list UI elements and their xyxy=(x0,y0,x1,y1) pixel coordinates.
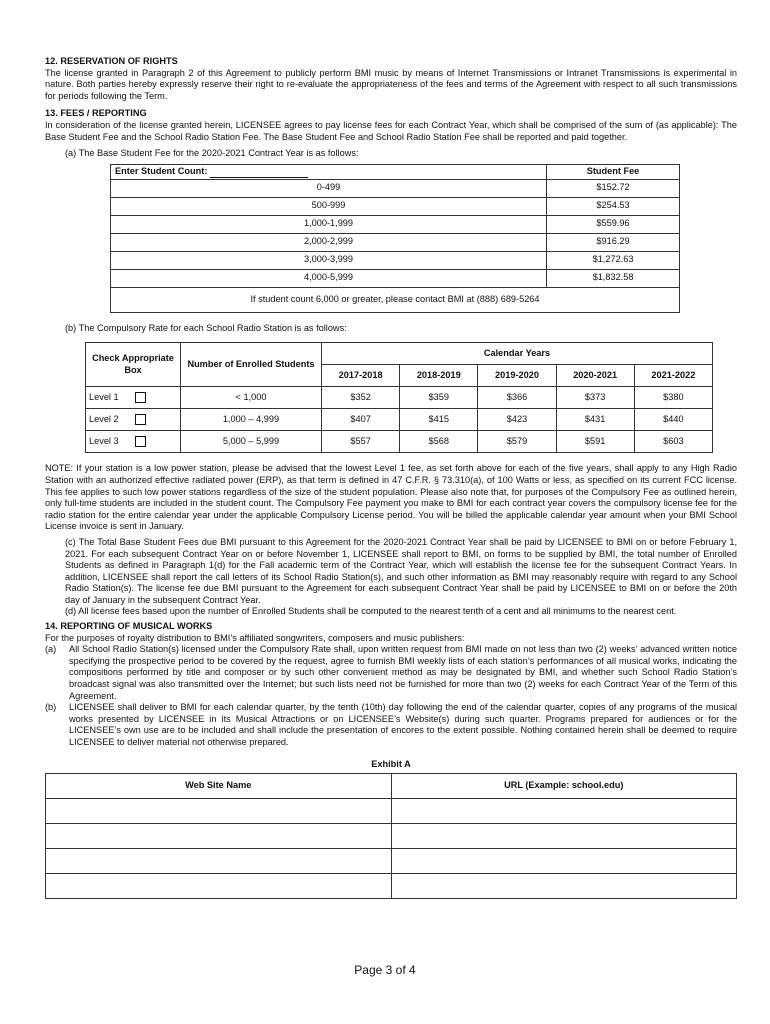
base-fee-intro: (a) The Base Student Fee for the 2020-2021 Contract Year is as follows: xyxy=(65,148,359,159)
year-header: 2019-2020 xyxy=(478,365,556,387)
year-header: 2018-2019 xyxy=(400,365,478,387)
item-marker: (a) xyxy=(45,644,57,655)
level-label: Level 1 xyxy=(89,392,119,403)
rate-fee: $366 xyxy=(478,387,556,409)
student-count-range: 0-499 xyxy=(111,179,547,197)
compulsory-rate-table xyxy=(85,342,713,453)
web-site-name-header: Web Site Name xyxy=(46,774,392,799)
website-table xyxy=(45,773,737,899)
enrolled-range: 1,000 – 4,999 xyxy=(181,409,322,431)
level-cell xyxy=(86,387,181,409)
enrolled-range: < 1,000 xyxy=(181,387,322,409)
base-fee-row xyxy=(111,269,680,287)
level-cell xyxy=(86,409,181,431)
student-fee-header: Student Fee xyxy=(547,164,680,179)
student-count-header: Enter Student Count: xyxy=(111,164,547,179)
web-site-name-cell[interactable] xyxy=(46,799,392,824)
section-14-heading: 14. REPORTING OF MUSICAL WORKS xyxy=(45,621,213,632)
year-header: 2020-2021 xyxy=(556,365,634,387)
base-fee-row xyxy=(111,233,680,251)
rate-fee: $431 xyxy=(556,409,634,431)
url-cell[interactable] xyxy=(391,849,737,874)
rate-fee: $557 xyxy=(322,431,400,453)
rate-row xyxy=(86,409,713,431)
section-14 xyxy=(45,621,737,749)
rate-fee: $407 xyxy=(322,409,400,431)
level-checkbox[interactable] xyxy=(135,436,146,447)
level-checkbox[interactable] xyxy=(135,414,146,425)
rate-fee: $568 xyxy=(400,431,478,453)
website-row xyxy=(46,799,737,824)
student-fee-value: $152.72 xyxy=(547,179,680,197)
student-fee-value: $916.29 xyxy=(547,233,680,251)
base-student-fee-table xyxy=(110,164,680,313)
url-cell[interactable] xyxy=(391,824,737,849)
rate-fee: $423 xyxy=(478,409,556,431)
url-header: URL (Example: school.edu) xyxy=(391,774,737,799)
website-row xyxy=(46,849,737,874)
level-checkbox[interactable] xyxy=(135,392,146,403)
section-14-intro: For the purposes of royalty distribution to BMI’s affiliated songwriters, composers and music publishers: xyxy=(45,632,465,643)
student-count-range: 500-999 xyxy=(111,197,547,215)
student-fee-value: $1,832.58 xyxy=(547,269,680,287)
level-cell xyxy=(86,431,181,453)
exhibit-a xyxy=(45,759,737,900)
check-box-header: Check Appropriate Box xyxy=(86,343,181,387)
calendar-years-header: Calendar Years xyxy=(322,343,713,365)
base-table-footer: If student count 6,000 or greater, please contact BMI at (888) 689-5264 xyxy=(111,287,680,312)
rate-row xyxy=(86,431,713,453)
rate-fee: $415 xyxy=(400,409,478,431)
student-fee-value: $254.53 xyxy=(547,197,680,215)
enrolled-students-header: Number of Enrolled Students xyxy=(181,343,322,387)
web-site-name-cell[interactable] xyxy=(46,824,392,849)
student-count-range: 1,000-1,999 xyxy=(111,215,547,233)
rate-fee: $591 xyxy=(556,431,634,453)
year-header: 2021-2022 xyxy=(634,365,712,387)
section-12-heading: 12. RESERVATION OF RIGHTS xyxy=(45,56,178,66)
student-count-input[interactable] xyxy=(210,167,308,178)
base-fee-row xyxy=(111,197,680,215)
website-row xyxy=(46,874,737,899)
section-13 xyxy=(45,108,737,618)
base-fee-row xyxy=(111,215,680,233)
section-13-heading: 13. FEES / REPORTING xyxy=(45,108,147,119)
enrolled-range: 5,000 – 5,999 xyxy=(181,431,322,453)
url-cell[interactable] xyxy=(391,874,737,899)
section-12 xyxy=(45,56,737,102)
paragraph-d: (d) All license fees based upon the number of Enrolled Students shall be computed to the nearest tenth of a cent and all minimums to the nearest cent. xyxy=(65,606,677,617)
page-number: Page 3 of 4 xyxy=(354,963,416,977)
web-site-name-cell[interactable] xyxy=(46,849,392,874)
url-cell[interactable] xyxy=(391,799,737,824)
item-marker: (b) xyxy=(45,702,57,713)
level-label: Level 2 xyxy=(89,414,119,425)
student-fee-value: $559.96 xyxy=(547,215,680,233)
item-text: LICENSEE shall deliver to BMI for each calendar quarter, by the tenth (10th) day following the end of the calendar quarter, copies of any programs of the musical works presented by LICENSEE in its Musical Attractions or on LICENSEE’s Website(s) during such quarter. Programs prepared for audiences or for the LICENSEE’s own use are to be included and shall include the presentation of encores to the extent possible. Nothing contained herein shall be deemed to require LICENSEE to deliver material not otherwise prepared. xyxy=(69,702,737,747)
reporting-item xyxy=(45,644,737,702)
rate-row xyxy=(86,387,713,409)
student-count-range: 4,000-5,999 xyxy=(111,269,547,287)
rate-fee: $352 xyxy=(322,387,400,409)
document-page xyxy=(45,56,737,899)
rate-fee: $359 xyxy=(400,387,478,409)
rate-fee: $440 xyxy=(634,409,712,431)
rate-fee: $380 xyxy=(634,387,712,409)
web-site-name-cell[interactable] xyxy=(46,874,392,899)
student-count-range: 3,000-3,999 xyxy=(111,251,547,269)
reporting-item xyxy=(45,702,737,748)
base-fee-row xyxy=(111,179,680,197)
student-fee-value: $1,272.63 xyxy=(547,251,680,269)
section-13-body: In consideration of the license granted herein, LICENSEE agrees to pay license fees for each Contract Year, which shall be comprised of the sum of (as applicable): The Base Student Fee and the School Radio Station Fee. The Base Student Fee and School Radio Station Fee shall be reported and paid together. xyxy=(45,119,737,142)
rate-fee: $373 xyxy=(556,387,634,409)
low-power-note: NOTE: If your station is a low power station, please be advised that the lowest Level 1 fee, as set forth above for each of the five years, shall apply to any High Radio Station with an authorized effective radiated power (ERP), as that term is defined in 47 C.F.R. § 73.310(a), of 100 Watts or less, as specified on its current FCC license. This fee applies to such low power stations regardless of the size of the student population. Please also note that, for purposes of the Compulsory Fee as outlined herein, only full-time students are included in the student count. The Compulsory Fee payment you make to BMI for each contract year covers the compulsory license fee for the radio station for the entire calendar year under the applicable Compulsory License period. You will be billed the applicable calendar year amount when your BMI School License invoice is sent in January. xyxy=(45,463,737,532)
rate-fee: $603 xyxy=(634,431,712,453)
level-label: Level 3 xyxy=(89,436,119,447)
item-text: All School Radio Station(s) licensed under the Compulsory Rate shall, upon written request from BMI made on not less than two (2) weeks’ advanced written notice specifying the prospective period to be covered by the request, agree to furnish BMI weekly lists of each station’s performances of all musical works, indicating the compositions performed by title and composer or by such other convenient method as may be designated by BMI, and whether such School Radio Station’s broadcast signal was also transmitted over the Internet; but such lists need not be furnished for more than two (2) weeks for each Contract Year of the Term of this Agreement. xyxy=(69,644,737,701)
paragraph-c: (c) The Total Base Student Fees due BMI pursuant to this Agreement for the 2020-2021 Contract Year shall be paid by LICENSEE to BMI on or before February 1, 2021. For each subsequent Contract Year on or before November 1, LICENSEE shall report to BMI, on forms to be supplied by BMI, the total number of Enrolled Students as defined in Paragraph 1(d) for the Fall academic term of the Contract Year, which will establish the license fee for the subsequent Contract Years. In addition, LICENSEE shall report the call letters of its School Radio Station(s), and such other information as BMI may reasonably require with regard to any School Radio Station(s). The license fee due BMI pursuant to the Agreement for each subsequent Contract Year shall be paid by LICENSEE to BMI on or before the 20th day of January in the subsequent Contract Year. xyxy=(65,536,737,605)
rate-fee: $579 xyxy=(478,431,556,453)
website-row xyxy=(46,824,737,849)
exhibit-title: Exhibit A xyxy=(371,758,411,769)
year-header: 2017-2018 xyxy=(322,365,400,387)
compulsory-rate-intro: (b) The Compulsory Rate for each School Radio Station is as follows: xyxy=(65,322,347,333)
student-count-range: 2,000-2,999 xyxy=(111,233,547,251)
base-fee-row xyxy=(111,251,680,269)
section-12-body: The license granted in Paragraph 2 of this Agreement to publicly perform BMI music by means of Internet Transmissions or Intranet Transmissions is experimental in nature. Both parties hereby expressly reserve their right to re-evaluate the appropriateness of the fees and terms of the Agreement with respect to all such transmissions for periods following the Term. xyxy=(45,67,737,101)
